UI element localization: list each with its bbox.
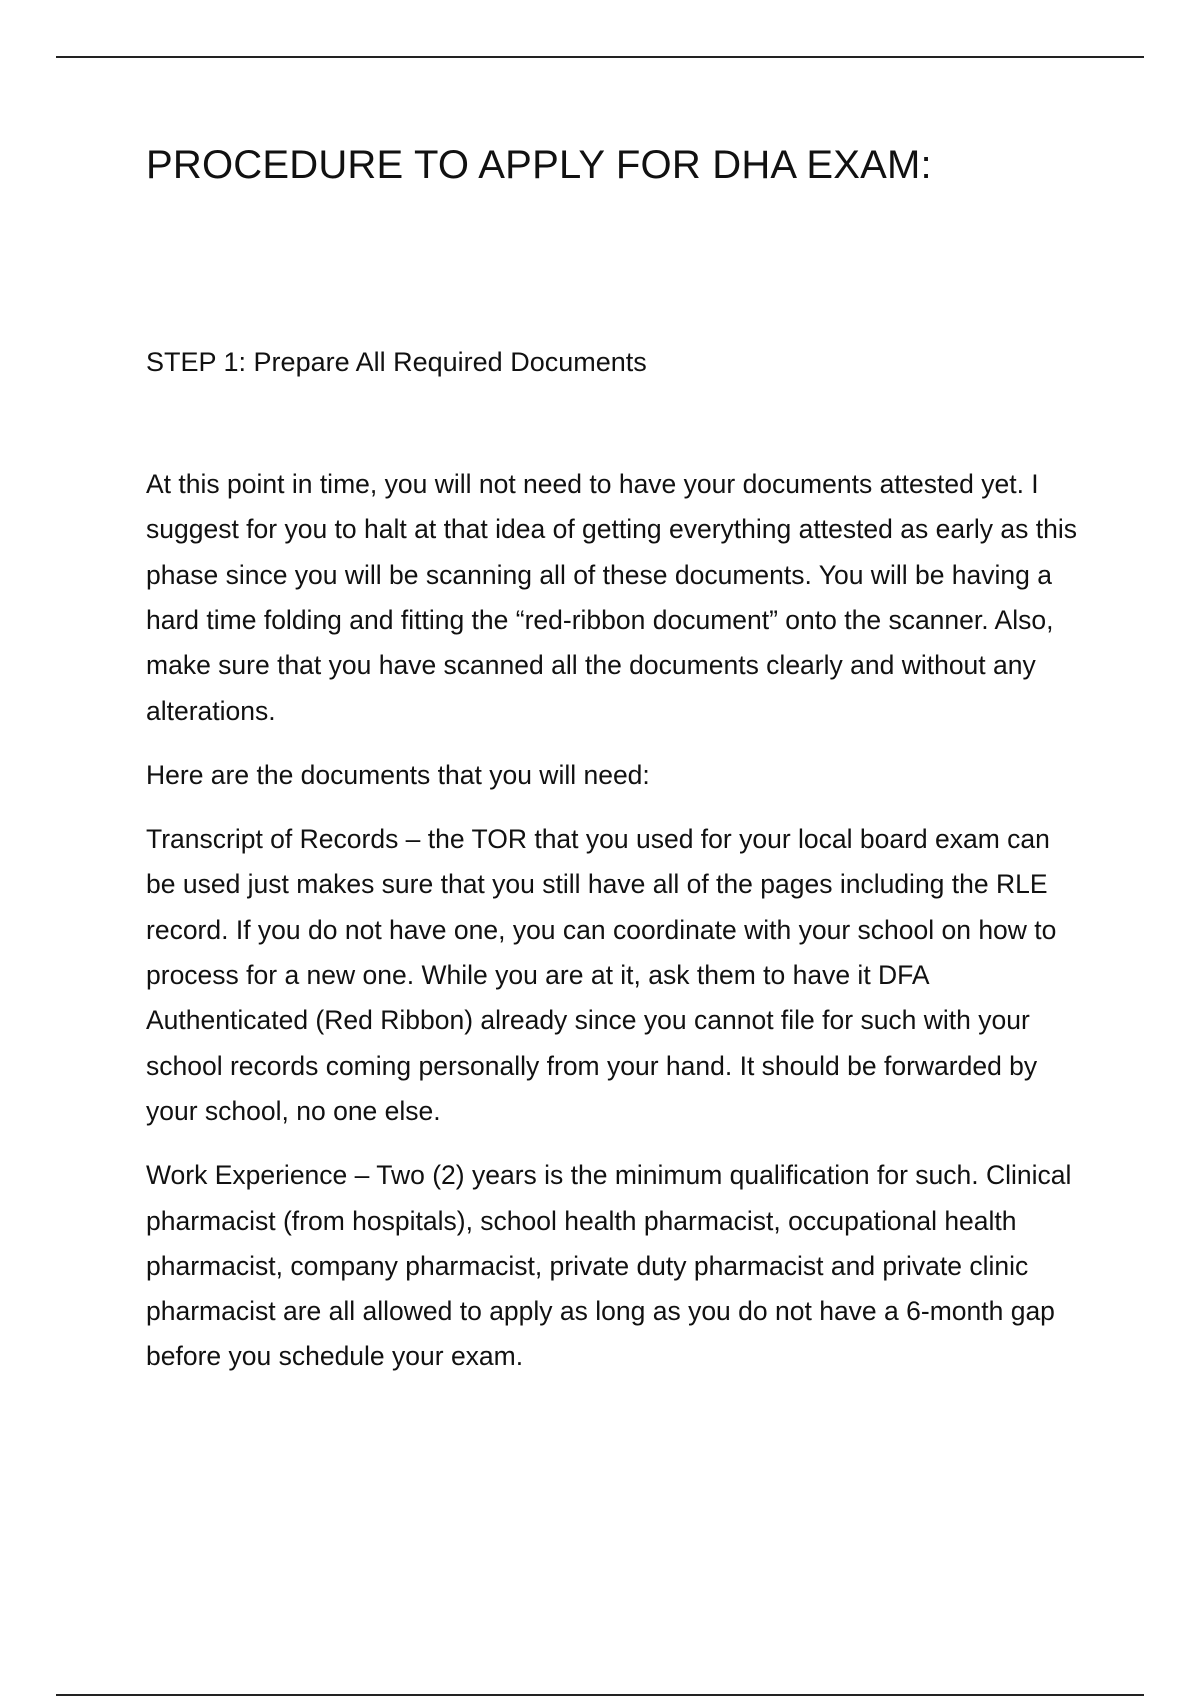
document-body [146, 140, 1086, 1380]
paragraph-documents-intro: Here are the documents that you will need: [146, 759, 650, 790]
document-title: PROCEDURE TO APPLY FOR DHA EXAM: [146, 143, 932, 187]
paragraph-work-experience: Work Experience – Two (2) years is the minimum qualification for such. Clinical pharmacist (from hospitals), school health pharmacist, occupational health pharmacist, company pharmacist, private duty pharmacist and private clinic pharmacist are all allowed to apply as long as you do not have a 6-month gap before you schedule your exam. [146, 1160, 1072, 1372]
top-rule [56, 56, 1144, 58]
paragraph-transcript-of-records: Transcript of Records – the TOR that you used for your local board exam can be used just makes sure that you still have all of the pages including the RLE record. If you do not have one, you can coordinate with your school on how to process for a new one. While you are at it, ask them to have it DFA Authenticated (Red Ribbon) already since you cannot file for such with your school records coming personally from your hand. It should be forwarded by your school, no one else. [146, 824, 1057, 1126]
paragraph-attestation-note: At this point in time, you will not need to have your documents attested yet. I suggest for you to halt at that idea of getting everything attested as early as this phase since you will be scanning all of these documents. You will be having a hard time folding and fitting the “red-ribbon document” onto the scanner. Also, make sure that you have scanned all the documents clearly and without any alterations. [146, 469, 1078, 726]
step-heading: STEP 1: Prepare All Required Documents [146, 347, 647, 377]
bottom-rule [56, 1694, 1144, 1696]
